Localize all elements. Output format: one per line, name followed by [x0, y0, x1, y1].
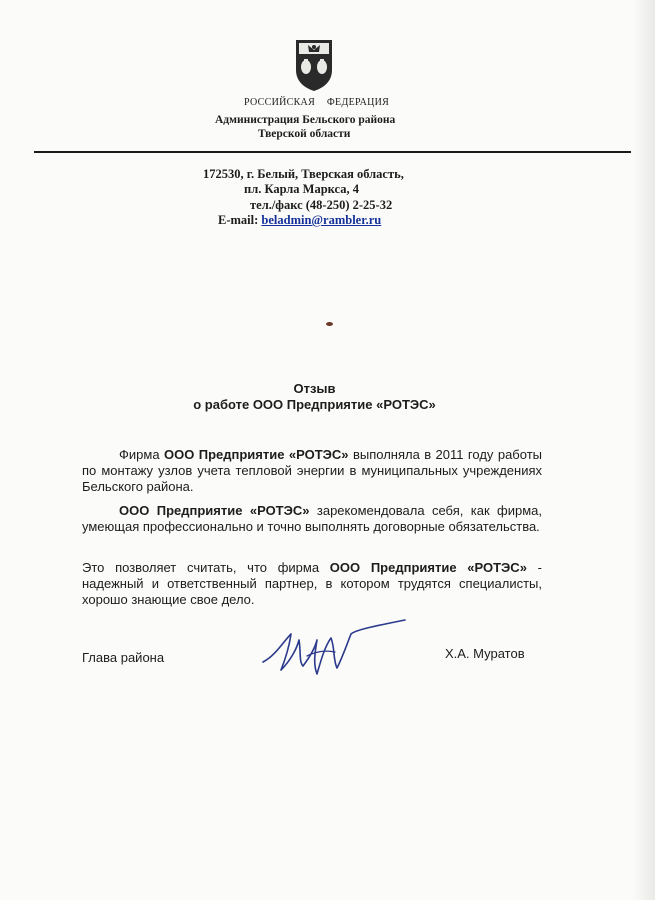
- p3-text-a: Это позволяет считать, что фирма: [82, 560, 330, 575]
- header-region: Тверской области: [258, 128, 351, 140]
- address-phone: тел./факс (48-250) 2-25-32: [250, 198, 393, 212]
- header-country: РОССИЙСКАЯ ФЕДЕРАЦИЯ: [244, 97, 390, 108]
- header-divider: [34, 151, 631, 153]
- address-line-1: 172530, г. Белый, Тверская область,: [203, 167, 404, 181]
- signatory-position: Глава района: [82, 650, 165, 665]
- paragraph-2: [82, 503, 542, 535]
- header-administration: Администрация Бельского района: [215, 114, 396, 126]
- p2-company: ООО Предприятие «РОТЭС»: [119, 503, 310, 518]
- p1-company: ООО Предприятие «РОТЭС»: [163, 447, 349, 462]
- p1-text-b: выполняла в 2011 году работы по монтажу узлов учета тепловой энергии в муниципальных учреждениях Бельского района.: [82, 447, 542, 495]
- paragraph-3: [82, 560, 542, 609]
- document-subtitle: о работе ООО Предприятие «РОТЭС»: [193, 397, 436, 412]
- p3-company: ООО Предприятие «РОТЭС»: [329, 560, 527, 575]
- p2-text-b: зарекомендовала себя, как фирма, умеющая профессионально и точно выполнять договорные обязательства.: [82, 503, 542, 535]
- email-link[interactable]: beladmin@rambler.ru: [261, 213, 382, 227]
- handwritten-signature: [255, 612, 415, 692]
- p3-text-b: - надежный и ответственный партнер, в котором трудятся специалисты, хорошо знающие свое дело.: [82, 560, 542, 608]
- ink-mark: [326, 322, 333, 326]
- address-email: [218, 213, 381, 228]
- page-edge-shadow: [633, 0, 655, 900]
- coat-of-arms-icon: [290, 36, 338, 92]
- document-title: Отзыв: [293, 381, 336, 396]
- signatory-name: Х.А. Муратов: [445, 646, 525, 661]
- paragraph-1: [82, 447, 542, 496]
- email-label: E-mail:: [218, 213, 262, 227]
- p1-text-a: Фирма: [119, 447, 164, 462]
- address-line-2: пл. Карла Маркса, 4: [244, 182, 359, 196]
